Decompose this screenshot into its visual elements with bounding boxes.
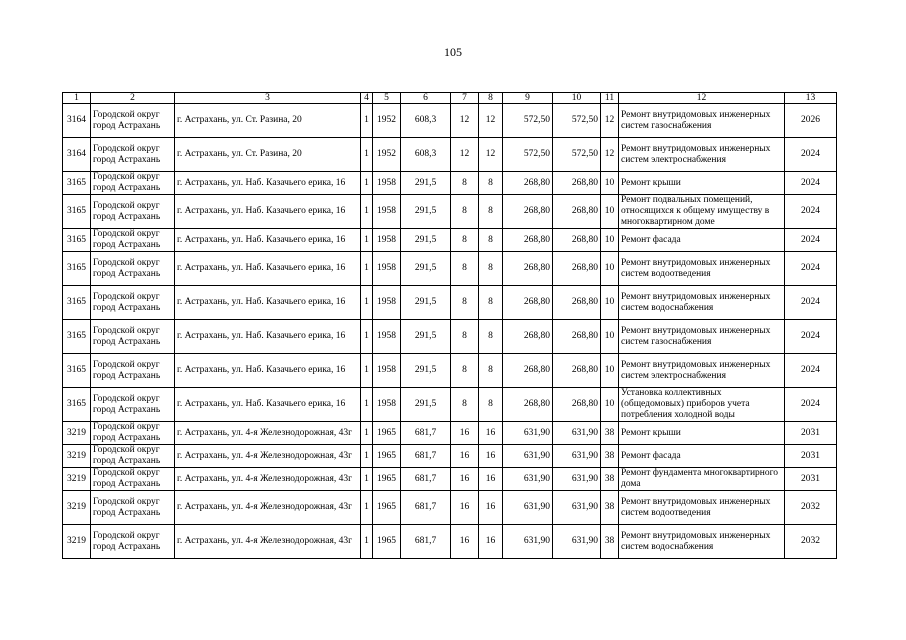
- col-7-value-cell: 12: [451, 104, 479, 138]
- work-type-cell: Ремонт внутридомовых инженерных систем электроснабжения: [619, 354, 785, 388]
- work-type-cell: Ремонт фасада: [619, 229, 785, 252]
- total-area-cell: 681,7: [401, 468, 451, 491]
- col-4-value-cell: 1: [361, 104, 373, 138]
- address-cell: г. Астрахань, ул. Наб. Казачьего ерика, 16: [175, 172, 361, 195]
- work-type-cell: Ремонт подвальных помещений, относящихся к общему имуществу в многоквартирном доме: [619, 195, 785, 229]
- house-id-cell: 3164: [63, 138, 91, 172]
- year-built-cell: 1965: [373, 422, 401, 445]
- col-8-value-cell: 8: [479, 195, 503, 229]
- year-built-cell: 1952: [373, 104, 401, 138]
- planned-year-cell: 2026: [785, 104, 837, 138]
- address-cell: г. Астрахань, ул. Наб. Казачьего ерика, 16: [175, 320, 361, 354]
- address-cell: г. Астрахань, ул. Наб. Казачьего ерика, 16: [175, 229, 361, 252]
- total-area-cell: 608,3: [401, 138, 451, 172]
- col-4-value-cell: 1: [361, 320, 373, 354]
- year-built-cell: 1958: [373, 354, 401, 388]
- living-area-cell: 268,80: [503, 388, 553, 422]
- total-area-cell: 681,7: [401, 422, 451, 445]
- col-10-value-cell: 268,80: [553, 286, 601, 320]
- planned-year-cell: 2024: [785, 229, 837, 252]
- col-10-value-cell: 631,90: [553, 525, 601, 559]
- year-built-cell: 1965: [373, 445, 401, 468]
- total-area-cell: 608,3: [401, 104, 451, 138]
- col-8-value-cell: 16: [479, 422, 503, 445]
- municipality-cell: Городской округ город Астрахань: [91, 445, 175, 468]
- col-10-value-cell: 631,90: [553, 445, 601, 468]
- living-area-cell: 631,90: [503, 491, 553, 525]
- col-8-value-cell: 8: [479, 354, 503, 388]
- residents-count-cell: 10: [601, 354, 619, 388]
- column-header: 7: [451, 93, 479, 104]
- col-4-value-cell: 1: [361, 354, 373, 388]
- col-10-value-cell: 572,50: [553, 138, 601, 172]
- table-row: [63, 354, 837, 388]
- column-header: 12: [619, 93, 785, 104]
- year-built-cell: 1958: [373, 195, 401, 229]
- column-header: 11: [601, 93, 619, 104]
- col-8-value-cell: 8: [479, 172, 503, 195]
- house-id-cell: 3219: [63, 422, 91, 445]
- work-type-cell: Ремонт внутридомовых инженерных систем водоотведения: [619, 252, 785, 286]
- planned-year-cell: 2024: [785, 195, 837, 229]
- col-10-value-cell: 268,80: [553, 320, 601, 354]
- year-built-cell: 1958: [373, 252, 401, 286]
- planned-year-cell: 2024: [785, 320, 837, 354]
- total-area-cell: 291,5: [401, 388, 451, 422]
- col-4-value-cell: 1: [361, 388, 373, 422]
- living-area-cell: 268,80: [503, 286, 553, 320]
- municipality-cell: Городской округ город Астрахань: [91, 229, 175, 252]
- residents-count-cell: 38: [601, 468, 619, 491]
- total-area-cell: 681,7: [401, 445, 451, 468]
- col-10-value-cell: 572,50: [553, 104, 601, 138]
- living-area-cell: 268,80: [503, 354, 553, 388]
- house-id-cell: 3165: [63, 320, 91, 354]
- col-7-value-cell: 8: [451, 229, 479, 252]
- living-area-cell: 268,80: [503, 320, 553, 354]
- col-7-value-cell: 16: [451, 445, 479, 468]
- column-header: 8: [479, 93, 503, 104]
- house-id-cell: 3219: [63, 445, 91, 468]
- col-4-value-cell: 1: [361, 525, 373, 559]
- col-4-value-cell: 1: [361, 422, 373, 445]
- year-built-cell: 1965: [373, 468, 401, 491]
- col-4-value-cell: 1: [361, 445, 373, 468]
- col-4-value-cell: 1: [361, 172, 373, 195]
- house-id-cell: 3219: [63, 491, 91, 525]
- municipality-cell: Городской округ город Астрахань: [91, 252, 175, 286]
- total-area-cell: 291,5: [401, 172, 451, 195]
- col-7-value-cell: 8: [451, 388, 479, 422]
- residents-count-cell: 10: [601, 286, 619, 320]
- col-10-value-cell: 268,80: [553, 229, 601, 252]
- table-row: [63, 468, 837, 491]
- year-built-cell: 1958: [373, 320, 401, 354]
- col-8-value-cell: 8: [479, 388, 503, 422]
- planned-year-cell: 2024: [785, 388, 837, 422]
- house-id-cell: 3165: [63, 252, 91, 286]
- municipality-cell: Городской округ город Астрахань: [91, 286, 175, 320]
- table-row: [63, 286, 837, 320]
- living-area-cell: 268,80: [503, 252, 553, 286]
- column-header: 2: [91, 93, 175, 104]
- planned-year-cell: 2032: [785, 525, 837, 559]
- residents-count-cell: 10: [601, 252, 619, 286]
- column-header: 6: [401, 93, 451, 104]
- col-8-value-cell: 8: [479, 252, 503, 286]
- planned-year-cell: 2024: [785, 172, 837, 195]
- address-cell: г. Астрахань, ул. Наб. Казачьего ерика, 16: [175, 388, 361, 422]
- work-type-cell: Ремонт внутридомовых инженерных систем водоснабжения: [619, 286, 785, 320]
- work-type-cell: Ремонт внутридомовых инженерных систем электроснабжения: [619, 138, 785, 172]
- planned-year-cell: 2031: [785, 468, 837, 491]
- table-row: [63, 320, 837, 354]
- col-8-value-cell: 16: [479, 525, 503, 559]
- col-7-value-cell: 16: [451, 468, 479, 491]
- house-id-cell: 3165: [63, 286, 91, 320]
- address-cell: г. Астрахань, ул. 4-я Железнодорожная, 43г: [175, 525, 361, 559]
- col-7-value-cell: 8: [451, 252, 479, 286]
- municipality-cell: Городской округ город Астрахань: [91, 491, 175, 525]
- table-row: [63, 252, 837, 286]
- table-row: [63, 491, 837, 525]
- year-built-cell: 1965: [373, 491, 401, 525]
- residents-count-cell: 10: [601, 195, 619, 229]
- col-10-value-cell: 631,90: [553, 491, 601, 525]
- col-10-value-cell: 268,80: [553, 252, 601, 286]
- work-type-cell: Ремонт крыши: [619, 422, 785, 445]
- living-area-cell: 631,90: [503, 445, 553, 468]
- municipality-cell: Городской округ город Астрахань: [91, 172, 175, 195]
- municipality-cell: Городской округ город Астрахань: [91, 388, 175, 422]
- col-8-value-cell: 16: [479, 491, 503, 525]
- column-header: 10: [553, 93, 601, 104]
- table-row: [63, 388, 837, 422]
- col-7-value-cell: 16: [451, 491, 479, 525]
- address-cell: г. Астрахань, ул. Наб. Казачьего ерика, 16: [175, 286, 361, 320]
- table-row: [63, 229, 837, 252]
- col-4-value-cell: 1: [361, 491, 373, 525]
- work-type-cell: Ремонт внутридомовых инженерных систем водоотведения: [619, 491, 785, 525]
- table-row: [63, 172, 837, 195]
- address-cell: г. Астрахань, ул. 4-я Железнодорожная, 43г: [175, 422, 361, 445]
- col-4-value-cell: 1: [361, 138, 373, 172]
- residents-count-cell: 12: [601, 138, 619, 172]
- planned-year-cell: 2031: [785, 445, 837, 468]
- address-cell: г. Астрахань, ул. Наб. Казачьего ерика, 16: [175, 252, 361, 286]
- col-7-value-cell: 8: [451, 172, 479, 195]
- total-area-cell: 291,5: [401, 195, 451, 229]
- col-10-value-cell: 268,80: [553, 172, 601, 195]
- column-header: 9: [503, 93, 553, 104]
- residents-count-cell: 12: [601, 104, 619, 138]
- total-area-cell: 291,5: [401, 286, 451, 320]
- house-id-cell: 3219: [63, 525, 91, 559]
- column-header: 3: [175, 93, 361, 104]
- municipality-cell: Городской округ город Астрахань: [91, 104, 175, 138]
- residents-count-cell: 10: [601, 172, 619, 195]
- table-row: [63, 195, 837, 229]
- page-number: 105: [444, 45, 462, 59]
- col-7-value-cell: 8: [451, 354, 479, 388]
- house-id-cell: 3165: [63, 172, 91, 195]
- municipality-cell: Городской округ город Астрахань: [91, 138, 175, 172]
- residents-count-cell: 38: [601, 445, 619, 468]
- residents-count-cell: 10: [601, 320, 619, 354]
- year-built-cell: 1958: [373, 286, 401, 320]
- col-4-value-cell: 1: [361, 195, 373, 229]
- address-cell: г. Астрахань, ул. Ст. Разина, 20: [175, 138, 361, 172]
- planned-year-cell: 2024: [785, 138, 837, 172]
- municipality-cell: Городской округ город Астрахань: [91, 320, 175, 354]
- col-7-value-cell: 8: [451, 195, 479, 229]
- address-cell: г. Астрахань, ул. 4-я Железнодорожная, 43г: [175, 468, 361, 491]
- col-8-value-cell: 8: [479, 229, 503, 252]
- work-type-cell: Ремонт внутридомовых инженерных систем водоснабжения: [619, 525, 785, 559]
- municipality-cell: Городской округ город Астрахань: [91, 525, 175, 559]
- work-type-cell: Установка коллективных (общедомовых) приборов учета потребления холодной воды: [619, 388, 785, 422]
- municipality-cell: Городской округ город Астрахань: [91, 354, 175, 388]
- col-4-value-cell: 1: [361, 468, 373, 491]
- col-4-value-cell: 1: [361, 286, 373, 320]
- year-built-cell: 1958: [373, 388, 401, 422]
- col-8-value-cell: 12: [479, 104, 503, 138]
- planned-year-cell: 2024: [785, 252, 837, 286]
- living-area-cell: 268,80: [503, 195, 553, 229]
- municipality-cell: Городской округ город Астрахань: [91, 422, 175, 445]
- total-area-cell: 291,5: [401, 252, 451, 286]
- house-id-cell: 3165: [63, 195, 91, 229]
- work-type-cell: Ремонт внутридомовых инженерных систем газоснабжения: [619, 104, 785, 138]
- living-area-cell: 268,80: [503, 172, 553, 195]
- col-10-value-cell: 631,90: [553, 422, 601, 445]
- house-id-cell: 3165: [63, 229, 91, 252]
- residents-count-cell: 38: [601, 491, 619, 525]
- planned-year-cell: 2032: [785, 491, 837, 525]
- col-8-value-cell: 8: [479, 286, 503, 320]
- col-7-value-cell: 16: [451, 422, 479, 445]
- house-id-cell: 3165: [63, 388, 91, 422]
- living-area-cell: 572,50: [503, 104, 553, 138]
- living-area-cell: 631,90: [503, 525, 553, 559]
- work-type-cell: Ремонт внутридомовых инженерных систем газоснабжения: [619, 320, 785, 354]
- column-header: 13: [785, 93, 837, 104]
- planned-year-cell: 2031: [785, 422, 837, 445]
- table-row: [63, 104, 837, 138]
- work-type-cell: Ремонт фасада: [619, 445, 785, 468]
- residents-count-cell: 10: [601, 229, 619, 252]
- municipality-cell: Городской округ город Астрахань: [91, 195, 175, 229]
- col-7-value-cell: 12: [451, 138, 479, 172]
- address-cell: г. Астрахань, ул. 4-я Железнодорожная, 43г: [175, 445, 361, 468]
- column-header: 5: [373, 93, 401, 104]
- municipality-cell: Городской округ город Астрахань: [91, 468, 175, 491]
- total-area-cell: 681,7: [401, 491, 451, 525]
- house-id-cell: 3164: [63, 104, 91, 138]
- living-area-cell: 268,80: [503, 229, 553, 252]
- capital-repair-table: [62, 92, 837, 559]
- work-type-cell: Ремонт фундамента многоквартирного дома: [619, 468, 785, 491]
- living-area-cell: 631,90: [503, 468, 553, 491]
- living-area-cell: 631,90: [503, 422, 553, 445]
- address-cell: г. Астрахань, ул. 4-я Железнодорожная, 43г: [175, 491, 361, 525]
- col-7-value-cell: 8: [451, 320, 479, 354]
- table-row: [63, 525, 837, 559]
- year-built-cell: 1958: [373, 172, 401, 195]
- residents-count-cell: 38: [601, 525, 619, 559]
- column-header: 1: [63, 93, 91, 104]
- col-10-value-cell: 268,80: [553, 354, 601, 388]
- col-10-value-cell: 268,80: [553, 388, 601, 422]
- house-id-cell: 3165: [63, 354, 91, 388]
- col-7-value-cell: 8: [451, 286, 479, 320]
- table-row: [63, 138, 837, 172]
- table-body: [63, 104, 837, 559]
- col-7-value-cell: 16: [451, 525, 479, 559]
- col-8-value-cell: 12: [479, 138, 503, 172]
- table-row: [63, 422, 837, 445]
- col-8-value-cell: 16: [479, 468, 503, 491]
- living-area-cell: 572,50: [503, 138, 553, 172]
- address-cell: г. Астрахань, ул. Ст. Разина, 20: [175, 104, 361, 138]
- year-built-cell: 1952: [373, 138, 401, 172]
- house-id-cell: 3219: [63, 468, 91, 491]
- col-10-value-cell: 631,90: [553, 468, 601, 491]
- total-area-cell: 291,5: [401, 354, 451, 388]
- planned-year-cell: 2024: [785, 286, 837, 320]
- total-area-cell: 291,5: [401, 229, 451, 252]
- year-built-cell: 1958: [373, 229, 401, 252]
- col-10-value-cell: 268,80: [553, 195, 601, 229]
- residents-count-cell: 38: [601, 422, 619, 445]
- residents-count-cell: 10: [601, 388, 619, 422]
- year-built-cell: 1965: [373, 525, 401, 559]
- planned-year-cell: 2024: [785, 354, 837, 388]
- column-number-row: [63, 93, 837, 104]
- col-4-value-cell: 1: [361, 229, 373, 252]
- col-8-value-cell: 8: [479, 320, 503, 354]
- table-row: [63, 445, 837, 468]
- total-area-cell: 291,5: [401, 320, 451, 354]
- col-8-value-cell: 16: [479, 445, 503, 468]
- column-header: 4: [361, 93, 373, 104]
- address-cell: г. Астрахань, ул. Наб. Казачьего ерика, 16: [175, 354, 361, 388]
- work-type-cell: Ремонт крыши: [619, 172, 785, 195]
- total-area-cell: 681,7: [401, 525, 451, 559]
- address-cell: г. Астрахань, ул. Наб. Казачьего ерика, 16: [175, 195, 361, 229]
- col-4-value-cell: 1: [361, 252, 373, 286]
